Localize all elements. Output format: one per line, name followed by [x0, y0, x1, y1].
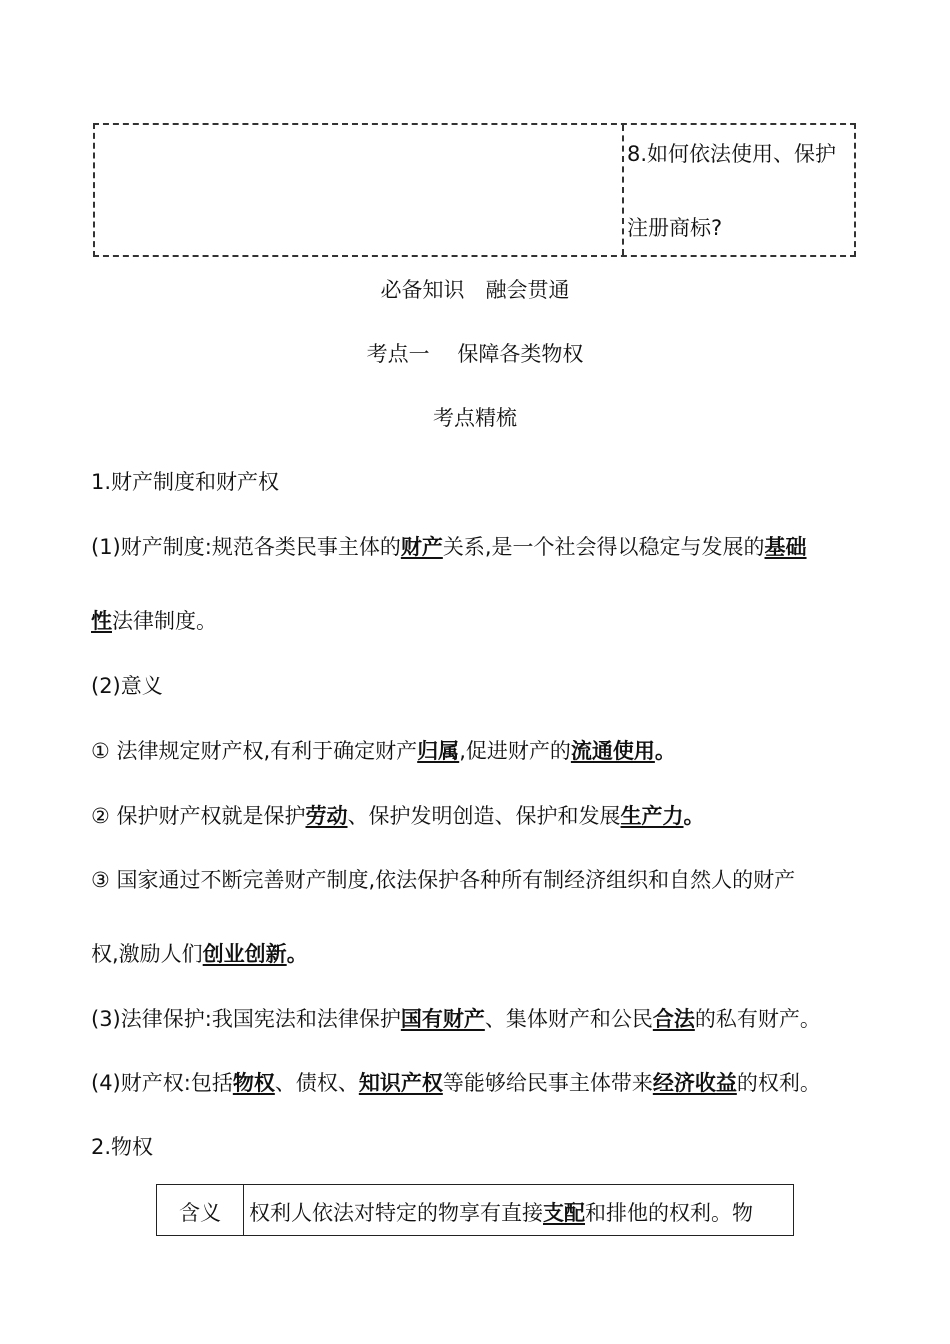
section-heading: 必备知识 融会贯通	[380, 278, 570, 302]
keyword-ip: 知识产权	[358, 1071, 443, 1095]
keyword-economic-benefit: 经济收益	[652, 1071, 737, 1095]
keyword-circulation: 流通使用	[570, 739, 655, 763]
item-3-line1: ③ 国家通过不断完善财产制度,依法保护各种所有制经济组织和自然人的财产	[91, 868, 796, 892]
dashed-divider	[622, 125, 624, 255]
keyword-productivity: 生产力	[620, 804, 684, 828]
keyword-dominate: 支配	[543, 1201, 585, 1225]
section-2-title: 2.物权	[91, 1135, 154, 1159]
paragraph-1-line2: 性法律制度。	[91, 609, 217, 633]
keyword-innovation: 创业创新	[202, 942, 287, 966]
paragraph-4: (4)财产权:包括物权、债权、知识产权等能够给民事主体带来经济收益的权利。	[91, 1071, 821, 1095]
keyword-nature: 性	[91, 609, 112, 633]
keyword-lawful: 合法	[652, 1007, 695, 1031]
box-question-line2: 注册商标?	[627, 216, 723, 240]
table-divider	[243, 1185, 244, 1235]
definition-table	[156, 1184, 794, 1236]
table-label-cell: 含义	[179, 1201, 221, 1225]
item-3-line2: 权,激励人们创业创新。	[91, 942, 308, 966]
keyword-foundation: 基础	[764, 535, 807, 559]
point-heading: 考点一 保障各类物权	[366, 342, 584, 366]
table-content-cell: 权利人依法对特定的物享有直接支配和排他的权利。物	[249, 1201, 753, 1225]
paragraph-2: (2)意义	[91, 674, 163, 698]
paragraph-1-line1: (1)财产制度:规范各类民事主体的财产关系,是一个社会得以稳定与发展的基础	[91, 535, 807, 559]
box-question-line1: 8.如何依法使用、保护	[627, 142, 837, 166]
section-1-title: 1.财产制度和财产权	[91, 470, 280, 494]
item-2: ② 保护财产权就是保护劳动、保护发明创造、保护和发展生产力。	[91, 804, 705, 828]
keyword-ownership: 归属	[417, 739, 460, 763]
keyword-property: 财产	[400, 535, 443, 559]
keyword-real-right: 物权	[232, 1071, 275, 1095]
sub-heading: 考点精梳	[433, 406, 517, 430]
keyword-labor: 劳动	[305, 804, 348, 828]
item-1: ① 法律规定财产权,有利于确定财产归属,促进财产的流通使用。	[91, 739, 676, 763]
paragraph-3: (3)法律保护:我国宪法和法律保护国有财产、集体财产和公民合法的私有财产。	[91, 1007, 821, 1031]
keyword-state-property: 国有财产	[400, 1007, 485, 1031]
